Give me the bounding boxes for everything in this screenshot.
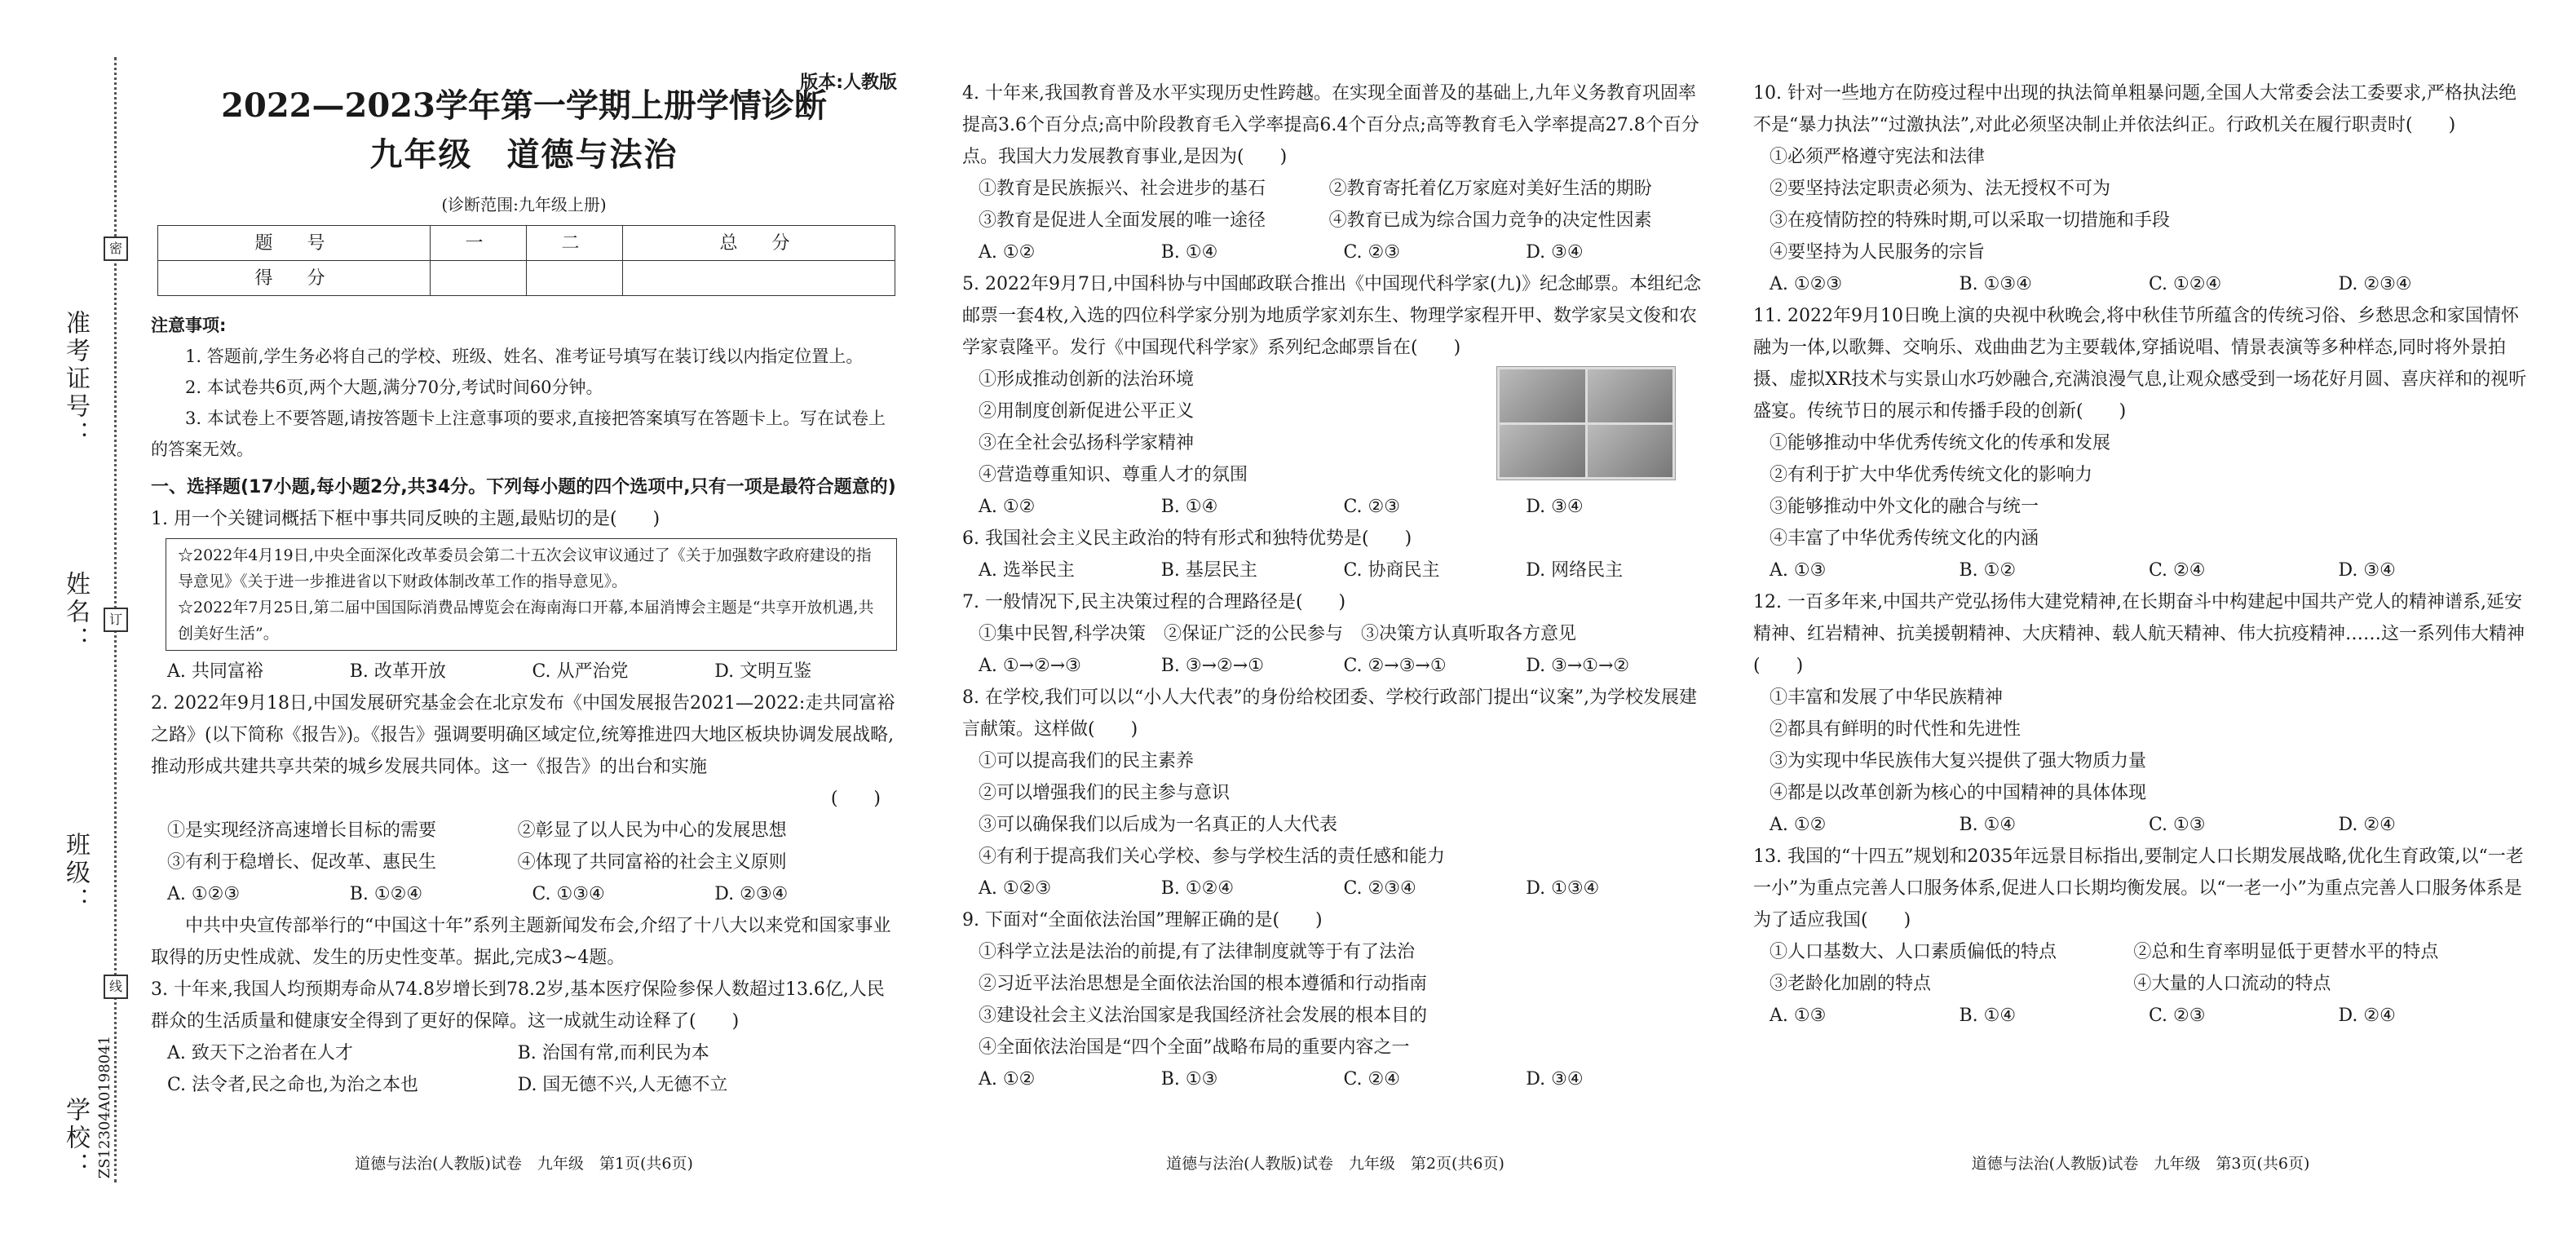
choice-c[interactable]: C. ②③ (2149, 1006, 2206, 1026)
statement: ②习近平法治思想是全面依法治国的根本遵循和行动指南 (979, 974, 1428, 994)
answer-choices (1753, 1000, 2528, 1032)
question-7 (962, 586, 1708, 682)
statement: ②都具有鲜明的时代性和先进性 (1770, 719, 2021, 740)
page-3 (1753, 0, 2528, 1242)
statement: ③建设社会主义法治国家是我国经济社会发展的根本目的 (979, 1006, 1428, 1026)
question-stem: 6. 我国社会主义民主政治的特有形式和独特优势是( ) (962, 528, 1412, 549)
choice-b[interactable]: B. ①④ (1160, 242, 1218, 263)
choice-a[interactable]: A. ①② (1770, 815, 1827, 835)
choice-d[interactable]: D. ②③④ (2338, 274, 2412, 294)
answer-paren: ( ) (830, 789, 881, 809)
statement: ①能够推动中华优秀传统文化的传承和发展 (1770, 433, 2111, 453)
statements (151, 815, 897, 878)
score-cell[interactable] (526, 261, 622, 296)
question-stem: 1. 用一个关键词概括下框中事共同反映的主题,最贴切的是( ) (151, 509, 661, 529)
statement: ④要坚持为人民服务的宗旨 (1770, 242, 1986, 263)
statement: ②彰显了以人民为中心的发展思想 (517, 820, 787, 841)
shared-material: 中共中央宣传部举行的“中国这十年”系列主题新闻发布会,介绍了十八大以来党和国家事业取得的历史性成就、发生的历史性变革。据此,完成3~4题。 (151, 916, 891, 968)
statement: ①可以提高我们的民主素养 (979, 751, 1195, 771)
score-header-cell: 一 (430, 226, 526, 261)
choice-d[interactable]: D. ③④ (1526, 242, 1584, 263)
statement: ①丰富和发展了中华民族精神 (1770, 687, 2004, 708)
choice-a[interactable]: A. ①③ (1770, 1006, 1827, 1026)
choice-d[interactable]: D. ③→①→② (1526, 656, 1630, 676)
choice-a[interactable]: A. ①→②→③ (979, 656, 1081, 676)
statement: ④丰富了中华优秀传统文化的内涵 (1770, 528, 2039, 549)
question-4 (962, 77, 1708, 268)
material-item: ☆2022年4月19日,中央全面深化改革委员会第二十五次会议审议通过了《关于加强数字政府建设的指导意见》《关于进一步推进省以下财政体制改革工作的指导意见》。 (178, 546, 872, 590)
stamp-image (1496, 366, 1676, 480)
choice-c[interactable]: C. ②→③→① (1343, 656, 1447, 676)
answer-choices (962, 1063, 1708, 1095)
choice-d[interactable]: D. ③④ (2338, 560, 2396, 581)
answer-choices (962, 236, 1708, 268)
question-10 (1753, 77, 2528, 300)
choice-a[interactable]: A. ①②③ (1770, 274, 1843, 294)
question-6 (962, 523, 1708, 586)
statement: ②要坚持法定职责必须为、法无授权不可为 (1770, 179, 2111, 199)
score-cell[interactable] (430, 261, 526, 296)
class-label: 班级： (61, 832, 90, 915)
choice-a[interactable]: A. 致天下之治者在人才 (167, 1043, 353, 1063)
statement: ①科学立法是法治的前提,有了法律制度就等于有了法治 (979, 942, 1415, 962)
question-stem: 10. 针对一些地方在防疫过程中出现的执法简单粗暴问题,全国人大常委会法工委要求,严格执法绝不是“暴力执法”“过激执法”,对此必须坚决制止并依法纠正。行政机关在履行职责时( ) (1753, 83, 2516, 135)
choice-c[interactable]: C. ②④ (2149, 560, 2206, 581)
choice-b[interactable]: B. 治国有常,而利民为本 (517, 1043, 709, 1063)
choice-a[interactable]: A. ①②③ (167, 884, 241, 904)
choice-c[interactable]: C. ①③ (2149, 815, 2206, 835)
instructions (151, 310, 897, 465)
statement: ②可以增强我们的民主参与意识 (979, 783, 1231, 803)
question-3 (151, 974, 897, 1101)
choice-d[interactable]: D. 国无德不兴,人无德不立 (517, 1075, 728, 1095)
statement: ④都是以改革创新为核心的中国精神的具体体现 (1770, 783, 2147, 803)
choice-c[interactable]: C. 协商民主 (1343, 560, 1440, 581)
subject-title: 九年级 道德与法治 (369, 135, 678, 174)
binding-strip (0, 0, 122, 1242)
statement: ③教育是促进人全面发展的唯一途径 (979, 210, 1266, 231)
choice-c[interactable]: C. ①③④ (532, 884, 605, 904)
page-footer: 道德与法治(人教版)试卷 九年级 第1页(共6页) (355, 1155, 693, 1173)
statement: ④营造尊重知识、尊重人才的氛围 (979, 465, 1248, 485)
statement: ③在全社会弘扬科学家精神 (979, 433, 1195, 453)
instructions-heading: 注意事项: (151, 316, 227, 335)
answer-choices (151, 878, 897, 910)
page-footer: 道德与法治(人教版)试卷 九年级 第2页(共6页) (1166, 1155, 1505, 1173)
choice-d[interactable]: D. 网络民主 (1526, 560, 1624, 581)
edition-label: 版本:人教版 (800, 73, 897, 93)
choice-c[interactable]: C. ①②④ (2149, 274, 2222, 294)
statement: ①形成推动创新的法治环境 (979, 369, 1195, 390)
instruction-item: 2. 本试卷共6页,两个大题,满分70分,考试时间60分钟。 (185, 378, 603, 397)
answer-choices (962, 555, 1708, 586)
statement: ③有利于稳增长、促改革、惠民生 (167, 852, 437, 873)
choice-d[interactable]: D. ①③④ (1526, 878, 1600, 899)
exam-number-label: 准考证号： (61, 310, 90, 449)
question-stem: 5. 2022年9月7日,中国科协与中国邮政联合推出《中国现代科学家(九)》纪念邮票。本组纪念邮票一套4枚,入选的四位科学家分别为地质学家刘东生、物理学家程开甲、数学家吴文俊和农学家袁隆平。发行《中国现代科学家》系列纪念邮票旨在( ) (962, 274, 1702, 358)
choice-d[interactable]: D. 文明互鉴 (714, 661, 812, 682)
statements (1753, 936, 2528, 1000)
question-stem: 9. 下面对“全面依法治国”理解正确的是( ) (962, 910, 1323, 930)
choice-d[interactable]: D. ③④ (1526, 497, 1584, 517)
choice-c[interactable]: C. ②③④ (1343, 878, 1416, 899)
question-stem: 11. 2022年9月10日晚上演的央视中秋晚会,将中秋佳节所蕴含的传统习俗、乡愁思念和家国情怀融为一体,以歌舞、交响乐、戏曲曲艺为主要载体,穿插说唱、情景表演等多种样态,同时将外景拍摄、虚拟XR技术与实景山水巧妙融合,充满浪漫气息,让观众感受到一场花好月圆、喜庆祥和的视听盛宴。传统节日的展示和传播手段的创新( ) (1753, 306, 2527, 422)
statement: ④教育已成为综合国力竞争的决定性因素 (1328, 210, 1652, 231)
choice-b[interactable]: B. ①③ (1160, 1069, 1218, 1090)
statement: ③老龄化加剧的特点 (1770, 974, 1932, 994)
statement: ③可以确保我们以后成为一名真正的人大代表 (979, 815, 1338, 835)
statement: ②教育寄托着亿万家庭对美好生活的期盼 (1328, 179, 1652, 199)
answer-choices (1753, 555, 2528, 586)
question-12 (1753, 586, 2528, 841)
choice-a[interactable]: A. ①②③ (979, 878, 1052, 899)
choice-c[interactable]: C. ②③ (1343, 242, 1400, 263)
statement: ③能够推动中外文化的融合与统一 (1770, 497, 2039, 517)
choice-d[interactable]: D. ②③④ (714, 884, 789, 904)
choice-d[interactable]: D. ②④ (2338, 815, 2396, 835)
statement: ②有利于扩大中华优秀传统文化的影响力 (1770, 465, 2093, 485)
question-stem: 12. 一百多年来,中国共产党弘扬伟大建党精神,在长期奋斗中构建起中国共产党人的精神谱系,延安精神、红岩精神、抗美援朝精神、大庆精神、载人航天精神、伟大抗疫精神……这一系列伟大精神( ) (1753, 592, 2525, 676)
choice-c[interactable]: C. ②④ (1343, 1069, 1400, 1090)
school-label: 学校： (61, 1097, 90, 1180)
question-stem: 13. 我国的“十四五”规划和2035年远景目标指出,要制定人口长期发展战略,优化生育政策,以“一老一小”为重点完善人口服务体系,促进人口长期均衡发展。以“一老一小”为重点完善人口服务体系是为了适应我国( ) (1753, 846, 2524, 930)
page-3-questions (1753, 77, 2528, 1032)
choice-b[interactable]: B. ③→②→① (1160, 656, 1264, 676)
choice-d[interactable]: D. ②④ (2338, 1006, 2396, 1026)
choice-c[interactable]: C. ②③ (1343, 497, 1400, 517)
choice-b[interactable]: B. ①②④ (349, 884, 423, 904)
material-box (166, 538, 897, 651)
statements (962, 173, 1708, 236)
statement: ①人口基数大、人口素质偏低的特点 (1770, 942, 2057, 962)
stamp-liu-dongsheng (1500, 369, 1585, 422)
answer-choices (1753, 809, 2528, 841)
stamp-yuan-longping (1588, 425, 1673, 478)
statement: ④全面依法治国是“四个全面”战略布局的重要内容之一 (979, 1037, 1410, 1058)
choice-a[interactable]: A. ①② (979, 242, 1036, 263)
answer-choices (962, 873, 1708, 904)
answer-choices (151, 1037, 897, 1101)
answer-choices (962, 650, 1708, 682)
seal-mark: 密 (104, 236, 128, 261)
serial-number: ZS12304A0198041 (96, 1036, 113, 1179)
score-row-label: 得 分 (158, 261, 431, 296)
choice-d[interactable]: D. ③④ (1526, 1069, 1584, 1090)
page-2 (962, 0, 1708, 1242)
score-header-cell: 总 分 (623, 226, 895, 261)
statement: ①集中民智,科学决策 ②保证广泛的公民参与 ③决策方认真听取各方意见 (979, 624, 1576, 644)
score-table (157, 225, 895, 296)
score-header-cell: 二 (526, 226, 622, 261)
bind-mark: 订 (104, 608, 128, 632)
question-11 (1753, 300, 2528, 586)
choice-b[interactable]: B. ①②④ (1160, 878, 1235, 899)
score-cell[interactable] (623, 261, 895, 296)
choice-a[interactable]: A. 选举民主 (979, 560, 1075, 581)
choice-c[interactable]: C. 从严治党 (532, 661, 629, 682)
choice-b[interactable]: B. ①④ (1959, 815, 2017, 835)
statement: ④体现了共同富裕的社会主义原则 (517, 852, 787, 873)
statement: ②总和生育率明显低于更替水平的特点 (2133, 942, 2439, 962)
instruction-item: 3. 本试卷上不要答题,请按答题卡上注意事项的要求,直接把答案填写在答题卡上。写在试卷上的答案无效。 (151, 409, 886, 459)
scope-note: (诊断范围:九年级上册) (441, 195, 607, 214)
stamp-cheng-kaijia (1588, 369, 1673, 422)
section-heading: 一、选择题(17小题,每小题2分,共34分。下列每小题的四个选项中,只有一项是最符合题意的) (151, 477, 896, 497)
page-1 (151, 0, 897, 1242)
choice-b[interactable]: B. ①③④ (1959, 274, 2032, 294)
question-2 (151, 687, 897, 910)
statement: ①是实现经济高速增长目标的需要 (167, 820, 437, 841)
stamp-wu-wenjun (1500, 425, 1585, 478)
exam-title: 2022—2023学年第一学期上册学情诊断 (221, 86, 827, 125)
answer-choices (1753, 268, 2528, 300)
instruction-item: 1. 答题前,学生务必将自己的学校、班级、姓名、准考证号填写在装订线以内指定位置上。 (185, 347, 864, 366)
statement: ④有利于提高我们关心学校、参与学校生活的责任感和能力 (979, 846, 1446, 867)
choice-b[interactable]: B. ①④ (1160, 497, 1218, 517)
choice-b[interactable]: B. ①② (1959, 560, 2017, 581)
choice-a[interactable]: A. ①③ (1770, 560, 1827, 581)
page-2-questions (962, 77, 1708, 1095)
page-footer: 道德与法治(人教版)试卷 九年级 第3页(共6页) (1971, 1155, 2310, 1173)
question-stem: 8. 在学校,我们可以以“小人大代表”的身份给校团委、学校行政部门提出“议案”,为学校发展建言献策。这样做( ) (962, 687, 1697, 740)
statement: ①教育是民族振兴、社会进步的基石 (979, 179, 1266, 199)
question-13 (1753, 841, 2528, 1032)
question-stem: 7. 一般情况下,民主决策过程的合理路径是( ) (962, 592, 1346, 612)
question-5 (962, 268, 1708, 523)
question-1 (151, 503, 897, 687)
choice-b[interactable]: B. ①④ (1959, 1006, 2017, 1026)
choice-b[interactable]: B. 改革开放 (349, 661, 446, 682)
statement: ①必须严格遵守宪法和法律 (1770, 147, 1986, 167)
name-label: 姓名： (61, 571, 90, 654)
choice-a[interactable]: A. 共同富裕 (167, 661, 263, 682)
question-8 (962, 682, 1708, 904)
score-header-cell: 题 号 (158, 226, 431, 261)
choice-a[interactable]: A. ①② (979, 1069, 1036, 1090)
statement: ③为实现中华民族伟大复兴提供了强大物质力量 (1770, 751, 2147, 771)
choice-b[interactable]: B. 基层民主 (1160, 560, 1257, 581)
question-stem: 2. 2022年9月18日,中国发展研究基金会在北京发布《中国发展报告2021—2022:走共同富裕之路》(以下简称《报告》)。《报告》强调要明确区域定位,统筹推进四大地区板块协调发展战略,推动形成共建共享共荣的城乡发展共同体。这一《报告》的出台和实施 (151, 693, 895, 777)
choice-c[interactable]: C. 法令者,民之命也,为治之本也 (167, 1075, 419, 1095)
question-9 (962, 904, 1708, 1095)
question-stem: 3. 十年来,我国人均预期寿命从74.8岁增长到78.2岁,基本医疗保险参保人数超过13.6亿,人民群众的生活质量和健康安全得到了更好的保障。这一成就生动诠释了( ) (151, 979, 885, 1032)
statement: ②用制度创新促进公平正义 (979, 401, 1195, 422)
material-item: ☆2022年7月25日,第二届中国国际消费品博览会在海南海口开幕,本届消博会主题是“共享开放机遇,共创美好生活”。 (178, 599, 874, 643)
statement: ④大量的人口流动的特点 (2133, 974, 2331, 994)
answer-choices (151, 656, 897, 687)
line-mark: 线 (104, 975, 128, 999)
choice-a[interactable]: A. ①② (979, 497, 1036, 517)
page-1-questions (151, 471, 897, 1101)
statement: ③在疫情防控的特殊时期,可以采取一切措施和手段 (1770, 210, 2170, 231)
answer-choices (962, 491, 1708, 523)
question-stem: 4. 十年来,我国教育普及水平实现历史性跨越。在实现全面普及的基础上,九年义务教育巩固率提高3.6个百分点;高中阶段教育毛入学率提高6.4个百分点;高等教育毛入学率提高27.8个百分点。我国大力发展教育事业,是因为( ) (962, 83, 1699, 167)
